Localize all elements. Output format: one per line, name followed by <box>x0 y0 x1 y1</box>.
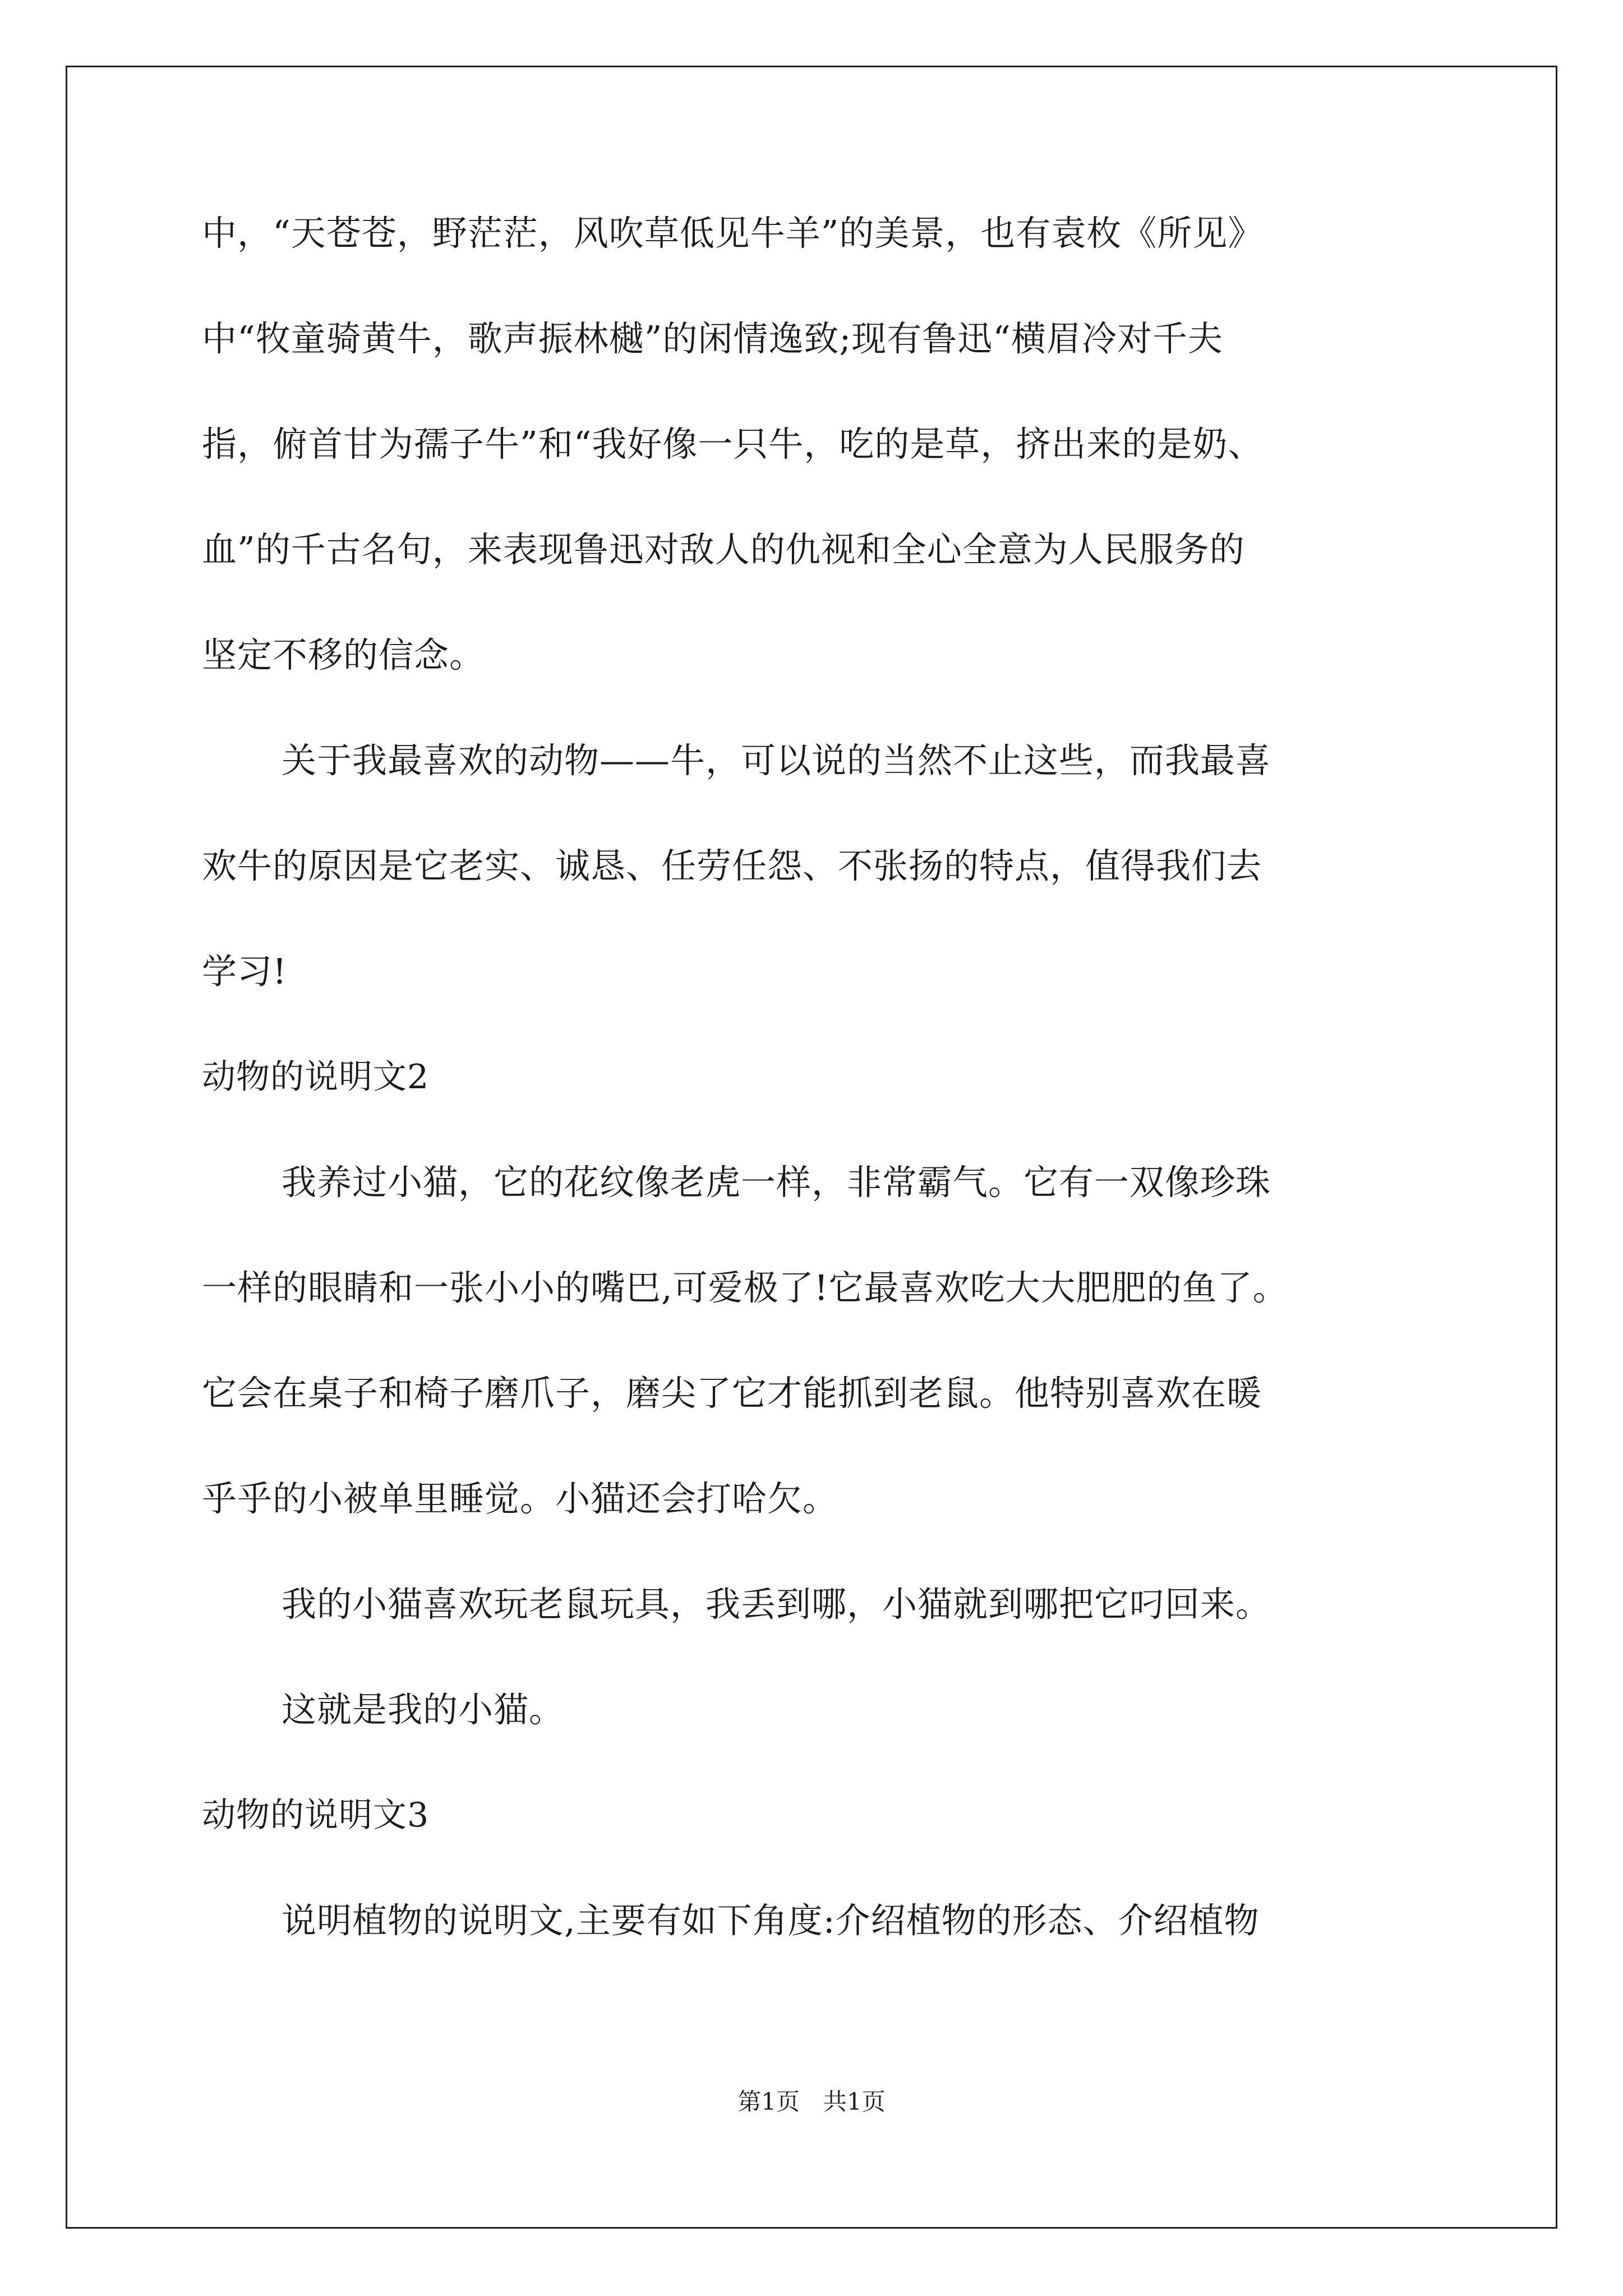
paragraph-first-line: 这就是我的小猫。 <box>282 1689 565 1730</box>
paragraph-first-line: 关于我最喜欢的动物——牛，可以说的当然不止这些，而我最喜 <box>282 740 1271 781</box>
paragraph-first-line: 我的小猫喜欢玩老鼠玩具，我丢到哪，小猫就到哪把它叼回来。 <box>282 1584 1271 1625</box>
text-line: 乎乎的小被单里睡觉。小猫还会打哈欠。 <box>202 1478 838 1519</box>
document-body <box>202 213 1436 2006</box>
text-line: 学习! <box>202 951 287 992</box>
paragraph-first-line: 说明植物的说明文,主要有如下角度:介绍植物的形态、介绍植物 <box>282 1900 1260 1941</box>
section-heading: 动物的说明文3 <box>202 1796 430 1835</box>
text-line: 血”的千古名句，来表现鲁迅对敌人的仇视和全心全意为人民服务的 <box>202 529 1245 570</box>
text-line: 中，“天苍苍，野茫茫，风吹草低见牛羊”的美景，也有袁枚《所见》 <box>202 213 1264 254</box>
text-line: 中“牧童骑黄牛，歌声振林樾”的闲情逸致;现有鲁迅“横眉冷对千夫 <box>202 318 1223 359</box>
paragraph-first-line: 我养过小猫，它的花纹像老虎一样，非常霸气。它有一双像珍珠 <box>282 1162 1271 1203</box>
text-line: 欢牛的原因是它老实、诚恳、任劳任怨、不张扬的特点，值得我们去 <box>202 845 1262 886</box>
text-line: 它会在桌子和椅子磨爪子，磨尖了它才能抓到老鼠。他特别喜欢在暖 <box>202 1373 1262 1414</box>
section-heading: 动物的说明文2 <box>202 1057 430 1097</box>
page-footer: 第1页 共1页 <box>737 2088 886 2115</box>
text-line: 一样的眼睛和一张小小的嘴巴,可爱极了!它最喜欢吃大大肥肥的鱼了。 <box>202 1267 1288 1308</box>
text-line: 指，俯首甘为孺子牛”和“我好像一只牛，吃的是草，挤出来的是奶、 <box>202 424 1264 464</box>
text-line: 坚定不移的信念。 <box>202 634 485 675</box>
